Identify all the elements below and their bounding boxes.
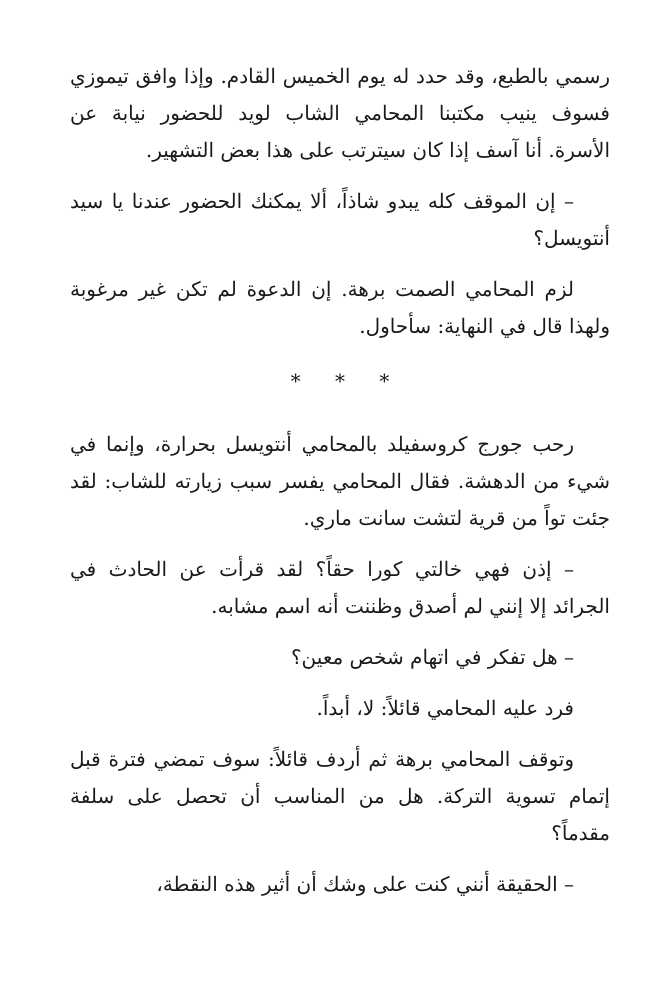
- dialogue-paragraph: – إن الموقف كله يبدو شاذاً، ألا يمكنك الحضور عندنا يا سيد أنتويسل؟: [70, 189, 610, 250]
- narration-paragraph: فرد عليه المحامي قائلاً: لا، أبداً.: [316, 696, 574, 720]
- section-separator: * * *: [290, 369, 404, 393]
- narration-paragraph: وتوقف المحامي برهة ثم أردف قائلاً: سوف تمضي فترة قبل إتمام تسوية التركة. هل من المناسب أن تحصل على سلفة مقدماً؟: [70, 747, 610, 845]
- dialogue-paragraph: – هل تفكر في اتهام شخص معين؟: [290, 645, 574, 669]
- dialogue-paragraph: – إذن فهي خالتي كورا حقاً؟ لقد قرأت عن الحادث في الجرائد إلا إنني لم أصدق وظننت أنه اسم مشابه.: [70, 557, 610, 618]
- book-page: [70, 58, 610, 917]
- narration-paragraph: لزم المحامي الصمت برهة. إن الدعوة لم تكن غير مرغوبة ولهذا قال في النهاية: سأحاول.: [70, 277, 610, 338]
- paragraph-continuation: رسمي بالطبع، وقد حدد له يوم الخميس القادم. وإذا وافق تيموزي فسوف ينيب مكتبنا المحامي الشاب لويد للحضور نيابة عن الأسرة. أنا آسف إذا كان سيترتب على هذا بعض التشهير.: [70, 64, 610, 162]
- narration-paragraph: رحب جورج كروسفيلد بالمحامي أنتويسل بحرارة، وإنما في شيء من الدهشة. فقال المحامي يفسر سبب زيارته للشاب: لقد جئت تواً من قرية لتشت سانت ماري.: [70, 432, 610, 530]
- dialogue-paragraph: – الحقيقة أنني كنت على وشك أن أثير هذه النقطة،: [156, 872, 574, 896]
